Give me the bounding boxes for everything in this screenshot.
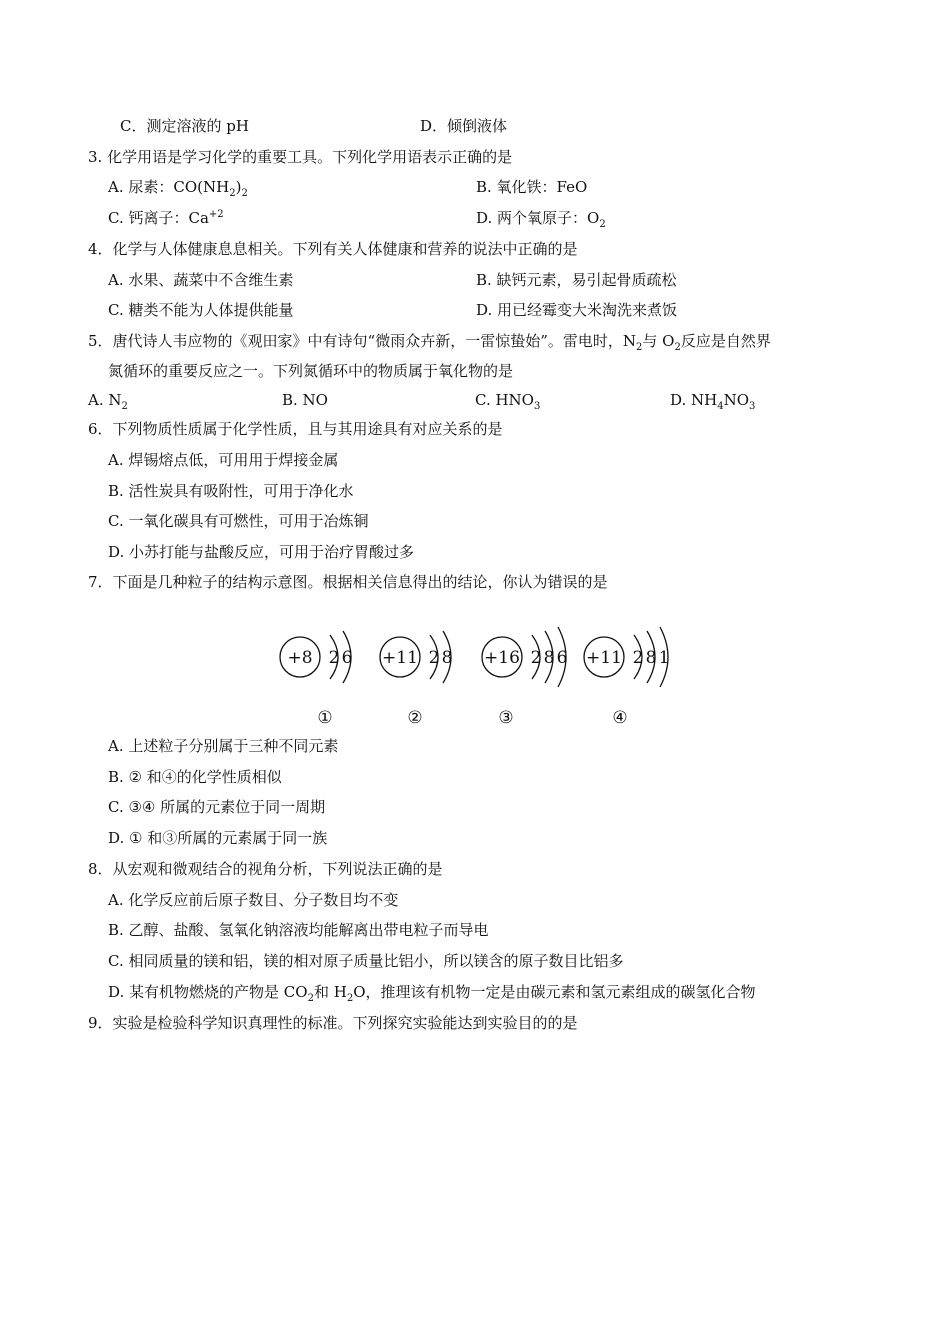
- q4-option-a: A. 水果、蔬菜中不含维生素: [108, 271, 294, 289]
- shell-electron-count: 8: [441, 648, 453, 668]
- particle-label: ②: [407, 708, 423, 728]
- nucleus-charge: +11: [586, 648, 622, 668]
- q7-option-c: C. ③④ 所属的元素位于同一周期: [108, 798, 326, 816]
- nucleus-charge: +16: [484, 648, 520, 668]
- q3-option-a: A. 尿素：$CO(NH_2)_2$: [108, 178, 248, 199]
- q8-option-c: C. 相同质量的镁和铝，镁的相对原子质量比铝小，所以镁含的原子数目比铝多: [108, 952, 624, 970]
- q3-option-d: D. 两个氧原子：$O_2$: [476, 209, 606, 230]
- q8-option-b: B. 乙醇、盐酸、氢氧化钠溶液均能解离出带电粒子而导电: [108, 921, 489, 939]
- shell-electron-count: 2: [328, 648, 340, 668]
- q6-option-c: C. 一氧化碳具有可燃性，可用于冶炼铜: [108, 512, 369, 530]
- q5-option-b: B. NO: [282, 391, 328, 409]
- q5-stem-line1: 5．唐代诗人韦应物的《观田家》中有诗句“微雨众卉新，一雷惊蛰始”。雷电时，$N_2$与 $O_2$反应是自然界: [88, 332, 771, 353]
- particle-1: [280, 631, 352, 728]
- q4-stem: 4．化学与人体健康息息相关。下列有关人体健康和营养的说法中正确的是: [88, 240, 578, 258]
- shell-electron-count: 2: [632, 648, 644, 668]
- q5-stem-line2: 氮循环的重要反应之一。下列氮循环中的物质属于氧化物的是: [108, 362, 514, 380]
- nucleus-charge: +11: [382, 648, 418, 668]
- q6-option-a: A. 焊锡熔点低，可用用于焊接金属: [108, 451, 339, 469]
- shell-electron-count: 2: [428, 648, 440, 668]
- nucleus-charge: +8: [287, 648, 313, 668]
- q2-option-c: C．测定溶液的 pH: [120, 117, 249, 135]
- q7-option-a: A. 上述粒子分别属于三种不同元素: [108, 737, 339, 755]
- shell-electron-count: 2: [530, 648, 542, 668]
- q7-stem: 7．下面是几种粒子的结构示意图。根据相关信息得出的结论，你认为错误的是: [88, 573, 608, 591]
- q8-option-d: D. 某有机物燃烧的产物是 $CO_2$和 $H_2O$，推理该有机物一定是由碳元素和氢元素组成的碳氢化合物: [108, 983, 756, 1004]
- particle-label: ①: [317, 708, 333, 728]
- q8-option-a: A. 化学反应前后原子数目、分子数目均不变: [108, 891, 399, 909]
- q4-option-c: C. 糖类不能为人体提供能量: [108, 301, 294, 319]
- shell-electron-count: 1: [658, 648, 670, 668]
- particle-2: [380, 631, 452, 728]
- particle-label: ④: [612, 708, 628, 728]
- q3-stem: 3. 化学用语是学习化学的重要工具。下列化学用语表示正确的是: [88, 148, 513, 166]
- q4-option-d: D. 用已经霉变大米淘洗来煮饭: [476, 301, 678, 319]
- q2-option-d: D．倾倒液体: [420, 117, 508, 135]
- q8-stem: 8．从宏观和微观结合的视角分析，下列说法正确的是: [88, 860, 443, 878]
- particle-label: ③: [498, 708, 514, 728]
- atomic-structure-diagram: [270, 600, 690, 730]
- shell-electron-count: 8: [645, 648, 657, 668]
- q5-option-a: A. $N_2$: [88, 391, 128, 412]
- q4-option-b: B. 缺钙元素，易引起骨质疏松: [476, 271, 677, 289]
- q3-option-c: C. 钙离子：$Ca^{+2}$: [108, 209, 224, 227]
- particle-4: [584, 627, 669, 728]
- shell-electron-count: 6: [341, 648, 353, 668]
- q9-stem: 9．实验是检验科学知识真理性的标准。下列探究实验能达到实验目的的是: [88, 1014, 578, 1032]
- q7-option-b: B. ② 和④的化学性质相似: [108, 768, 282, 786]
- shell-electron-count: 6: [556, 648, 568, 668]
- q3-option-b: B. 氧化铁：FeO: [476, 178, 588, 196]
- q5-option-d: D. $NH_4NO_3$: [670, 391, 756, 412]
- q7-option-d: D. ① 和③所属的元素属于同一族: [108, 829, 328, 847]
- q6-option-b: B. 活性炭具有吸附性，可用于净化水: [108, 482, 354, 500]
- q6-option-d: D. 小苏打能与盐酸反应，可用于治疗胃酸过多: [108, 543, 415, 561]
- shell-electron-count: 8: [543, 648, 555, 668]
- particle-3: [482, 627, 567, 728]
- q6-stem: 6．下列物质性质属于化学性质，且与其用途具有对应关系的是: [88, 420, 503, 438]
- q5-option-c: C. $HNO_3$: [475, 391, 541, 412]
